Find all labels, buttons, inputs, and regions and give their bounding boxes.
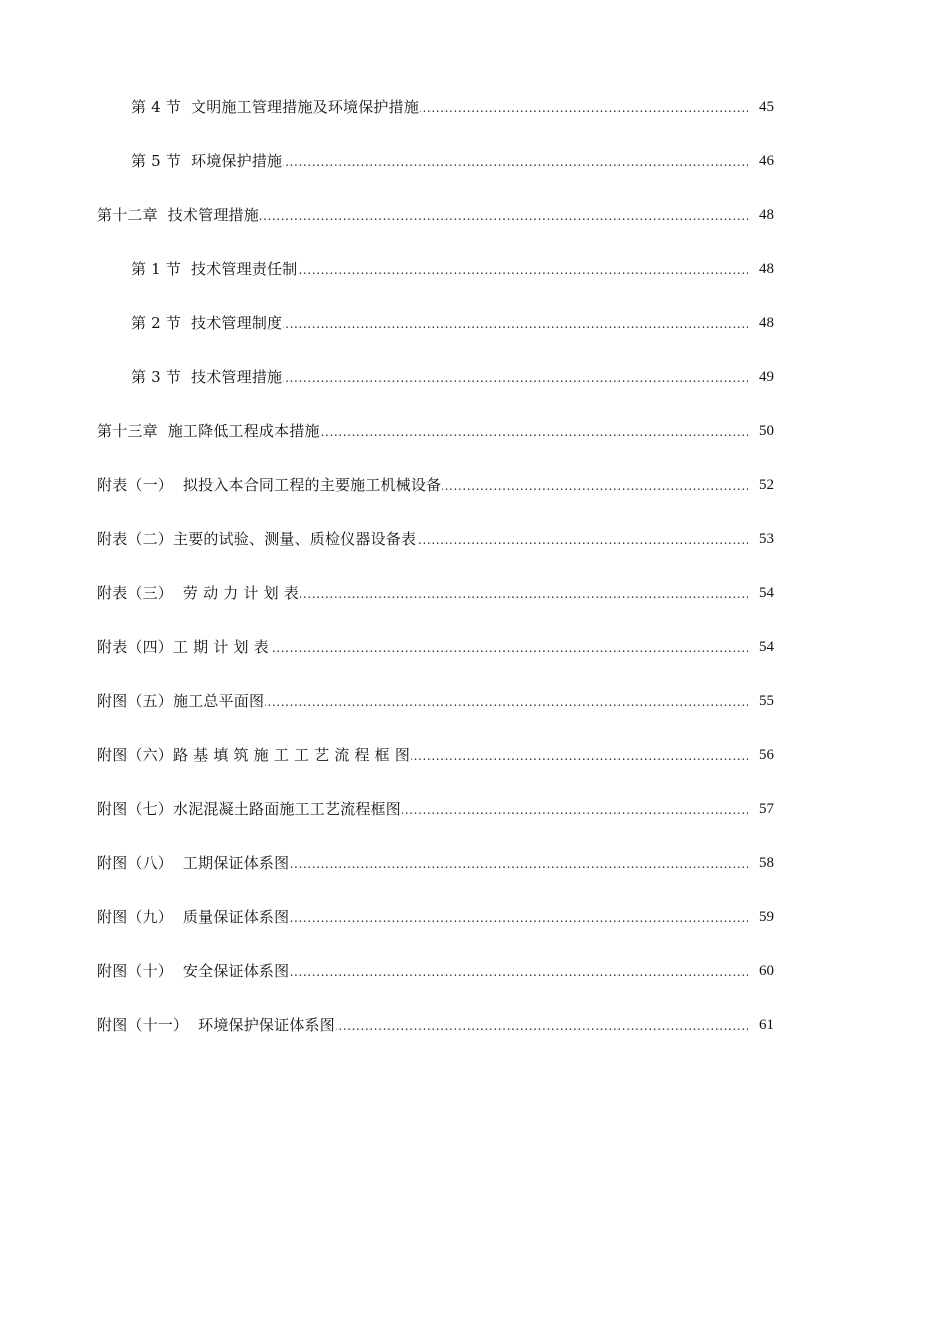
toc-dot-leader bbox=[411, 741, 748, 769]
toc-entry-appendix-table-1[interactable] bbox=[0, 458, 950, 512]
toc-dot-leader bbox=[442, 471, 748, 499]
toc-entry-page-number: 54 bbox=[759, 639, 774, 655]
toc-dot-leader bbox=[321, 417, 748, 445]
toc-dot-leader bbox=[300, 579, 748, 607]
toc-dot-leader bbox=[298, 255, 748, 283]
toc-entry-page-number: 50 bbox=[759, 423, 774, 439]
toc-entry-page-number: 49 bbox=[759, 369, 774, 385]
toc-entry-page-number: 61 bbox=[759, 1017, 774, 1033]
toc-entry-page-number: 48 bbox=[759, 261, 774, 277]
toc-entry-page-number: 53 bbox=[759, 531, 774, 547]
toc-entry-page-number: 46 bbox=[759, 153, 774, 169]
toc-entry-page-number: 45 bbox=[759, 99, 774, 115]
toc-entry-appendix-figure-8[interactable] bbox=[0, 836, 950, 890]
toc-entry-page-number: 56 bbox=[759, 747, 774, 763]
toc-entry-appendix-figure-7[interactable] bbox=[0, 782, 950, 836]
toc-entry-title: 附图（六）路 基 填 筑 施 工 工 艺 流 程 框 图 bbox=[97, 746, 411, 764]
toc-entry-title: 第 1 节 技术管理责任制 bbox=[131, 260, 298, 278]
toc-entry-title: 附图（十） 安全保证体系图 bbox=[97, 962, 290, 980]
toc-entry-title: 附图（七）水泥混凝土路面施工工艺流程框图 bbox=[97, 800, 402, 818]
toc-entry-title: 附表（三） 劳 动 力 计 划 表 bbox=[97, 584, 299, 602]
toc-entry-sec5-environmental-protection[interactable] bbox=[0, 134, 950, 188]
toc-dot-leader bbox=[290, 849, 748, 877]
toc-entry-page-number: 59 bbox=[759, 909, 774, 925]
toc-entry-title: 附图（八） 工期保证体系图 bbox=[97, 854, 290, 872]
toc-entry-chapter12-technical-management[interactable] bbox=[0, 188, 950, 242]
toc-entry-appendix-table-4[interactable] bbox=[0, 620, 950, 674]
toc-entry-appendix-table-2[interactable] bbox=[0, 512, 950, 566]
toc-entry-appendix-figure-10[interactable] bbox=[0, 944, 950, 998]
toc-entry-sec4-civilized-construction[interactable] bbox=[0, 80, 950, 134]
toc-dot-leader bbox=[402, 795, 748, 823]
toc-entry-appendix-table-3[interactable] bbox=[0, 566, 950, 620]
toc-dot-leader bbox=[420, 93, 748, 121]
toc-entry-page-number: 55 bbox=[759, 693, 774, 709]
toc-entry-title: 第 4 节 文明施工管理措施及环境保护措施 bbox=[131, 98, 420, 116]
toc-dot-leader bbox=[283, 363, 748, 391]
toc-entry-appendix-figure-9[interactable] bbox=[0, 890, 950, 944]
toc-dot-leader bbox=[290, 957, 748, 985]
toc-entry-sec3-management-measures[interactable] bbox=[0, 350, 950, 404]
toc-entry-sec1-responsibility-system[interactable] bbox=[0, 242, 950, 296]
toc-entry-page-number: 60 bbox=[759, 963, 774, 979]
toc-dot-leader bbox=[260, 201, 748, 229]
toc-entry-sec2-management-rules[interactable] bbox=[0, 296, 950, 350]
toc-entry-chapter13-cost-reduction[interactable] bbox=[0, 404, 950, 458]
toc-entry-title: 附图（五）施工总平面图 bbox=[97, 692, 265, 710]
toc-entry-title: 附表（一） 拟投入本合同工程的主要施工机械设备 bbox=[97, 476, 442, 494]
toc-dot-leader bbox=[283, 309, 748, 337]
toc-dot-leader bbox=[283, 147, 748, 175]
toc-entry-title: 第 5 节 环境保护措施 bbox=[131, 152, 283, 170]
toc-entry-title: 附图（十一） 环境保护保证体系图 bbox=[97, 1016, 335, 1034]
toc-entry-title: 附表（四）工 期 计 划 表 bbox=[97, 638, 269, 656]
toc-dot-leader bbox=[265, 687, 748, 715]
toc-entry-title: 附表（二）主要的试验、测量、质检仪器设备表 bbox=[97, 530, 417, 548]
toc-entry-page-number: 54 bbox=[759, 585, 774, 601]
toc-entry-page-number: 58 bbox=[759, 855, 774, 871]
toc-entry-appendix-figure-6[interactable] bbox=[0, 728, 950, 782]
toc-dot-leader bbox=[270, 633, 748, 661]
toc-entry-page-number: 48 bbox=[759, 315, 774, 331]
toc-entry-appendix-figure-5[interactable] bbox=[0, 674, 950, 728]
toc-entry-title: 第 2 节 技术管理制度 bbox=[131, 314, 283, 332]
toc-entry-title: 第十三章 施工降低工程成本措施 bbox=[97, 422, 320, 440]
toc-dot-leader bbox=[417, 525, 748, 553]
toc-entry-page-number: 52 bbox=[759, 477, 774, 493]
toc-entry-title: 第 3 节 技术管理措施 bbox=[131, 368, 283, 386]
toc-dot-leader bbox=[290, 903, 748, 931]
table-of-contents bbox=[0, 80, 950, 1052]
toc-entry-title: 附图（九） 质量保证体系图 bbox=[97, 908, 290, 926]
toc-entry-title: 第十二章 技术管理措施 bbox=[97, 206, 259, 224]
toc-entry-appendix-figure-11[interactable] bbox=[0, 998, 950, 1052]
toc-entry-page-number: 57 bbox=[759, 801, 774, 817]
toc-entry-page-number: 48 bbox=[759, 207, 774, 223]
toc-dot-leader bbox=[336, 1011, 748, 1039]
